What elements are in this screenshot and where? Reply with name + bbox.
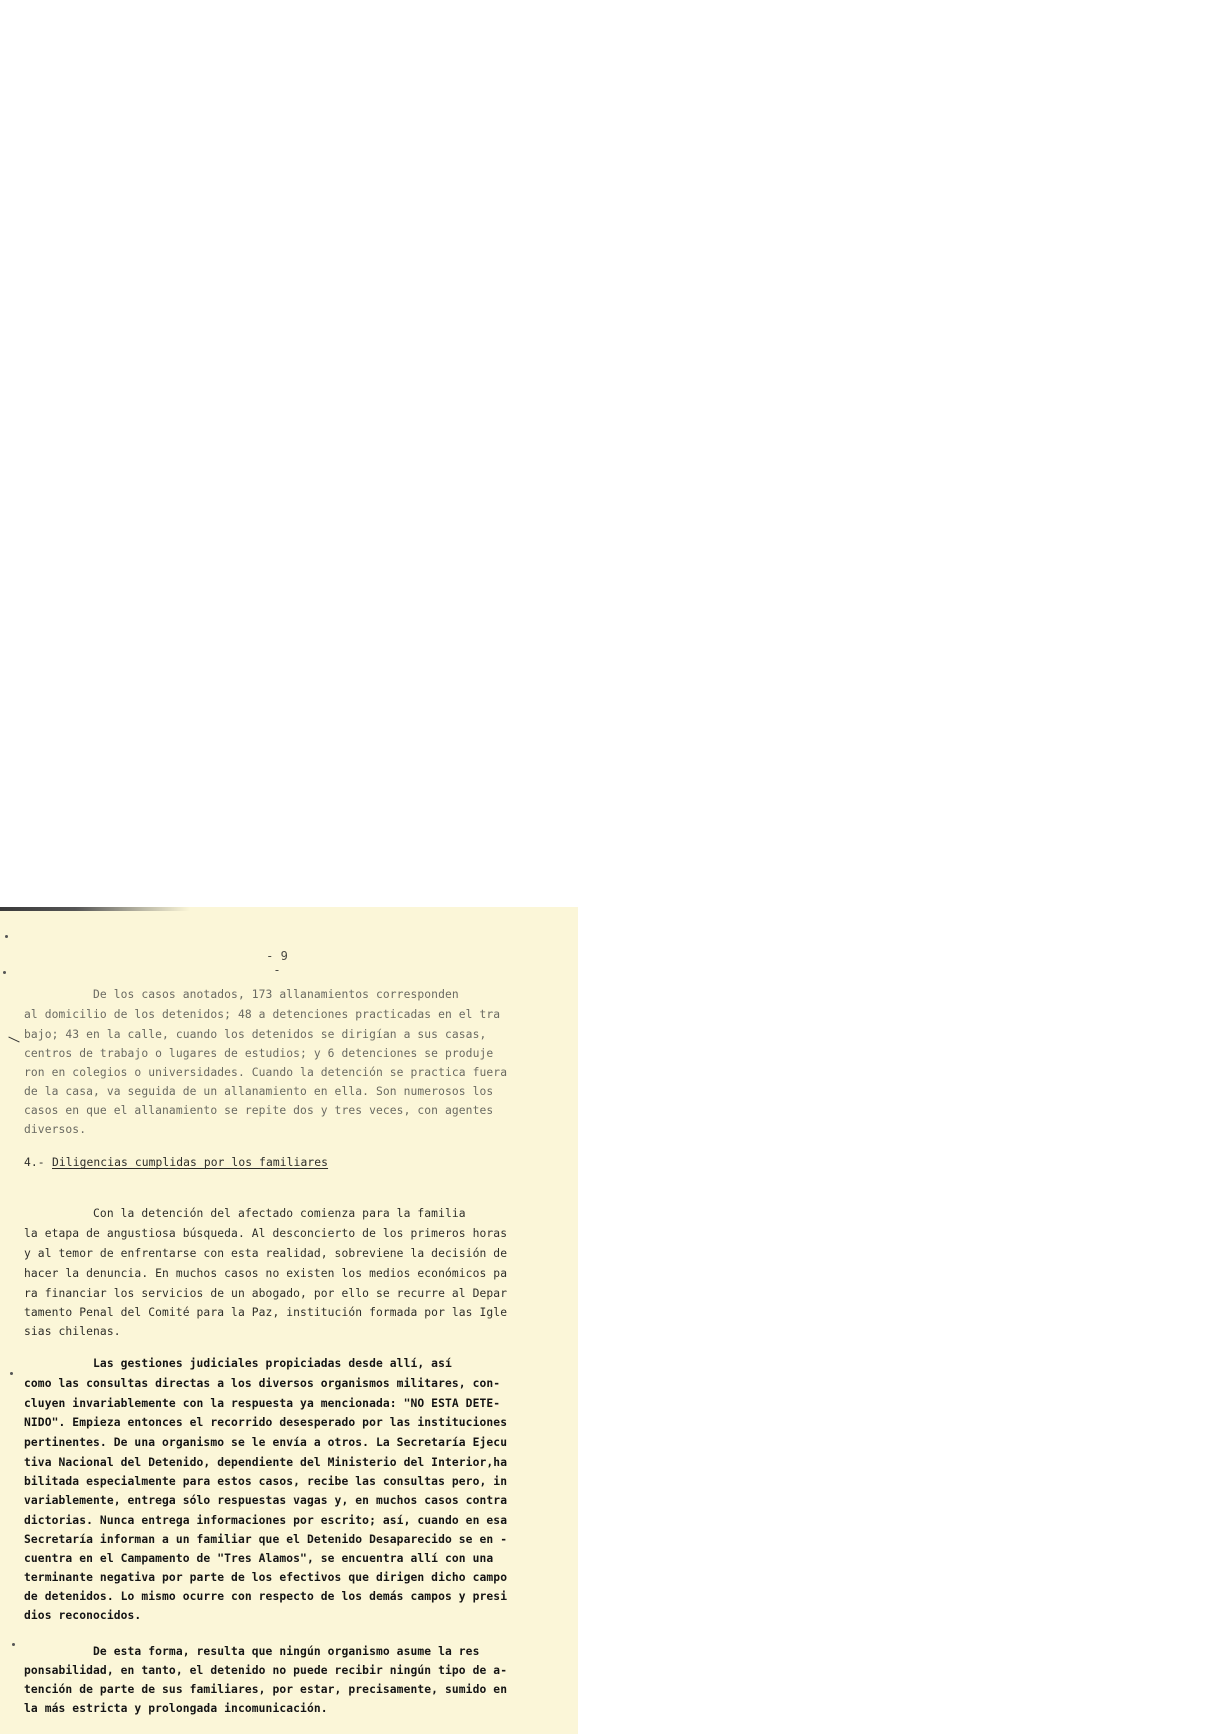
section-heading-number: 4.- <box>24 1156 45 1169</box>
paragraph-2-line: hacer la denuncia. En muchos casos no existen los medios económicos pa <box>24 1267 508 1280</box>
paragraph-3-line: dios reconocidos. <box>24 1609 142 1622</box>
paragraph-3-line: tiva Nacional del Detenido, dependiente del Ministerio del Interior,ha <box>24 1456 508 1469</box>
paragraph-3-line: cluyen invariablemente con la respuesta ya mencionada: "NO ESTA DETE- <box>24 1397 501 1410</box>
margin-speck <box>12 1643 15 1646</box>
margin-speck <box>5 935 8 938</box>
paragraph-1-line: de la casa, va seguida de un allanamiento en ella. Son numerosos los <box>24 1085 494 1098</box>
paragraph-2-line: la etapa de angustiosa búsqueda. Al desconcierto de los primeros horas <box>24 1227 508 1240</box>
paragraph-2-line: y al temor de enfrentarse con esta realidad, sobreviene la decisión de <box>24 1247 508 1260</box>
document-page <box>0 907 578 1734</box>
paragraph-3-line: bilitada especialmente para estos casos, recibe las consultas pero, in <box>24 1475 508 1488</box>
paragraph-2-line: tamento Penal del Comité para la Paz, institución formada por las Igle <box>24 1306 508 1319</box>
paragraph-3-line: cuentra en el Campamento de "Tres Alamos", se encuentra allí con una <box>24 1552 494 1565</box>
margin-speck <box>10 1372 13 1375</box>
paragraph-1-line: ron en colegios o universidades. Cuando la detención se practica fuera <box>24 1066 508 1079</box>
paragraph-2-line: Con la detención del afectado comienza para la familia <box>24 1207 466 1220</box>
paragraph-3-line: Secretaría informan a un familiar que el Detenido Desaparecido se en - <box>24 1533 508 1546</box>
margin-pen-mark <box>8 1037 19 1043</box>
paragraph-2-line: sias chilenas. <box>24 1325 121 1338</box>
paragraph-1-line: al domicilio de los detenidos; 48 a detenciones practicadas en el tra <box>24 1008 501 1021</box>
paragraph-3-line: terminante negativa por parte de los efectivos que dirigen dicho campo <box>24 1571 508 1584</box>
paragraph-4-line: De esta forma, resulta que ningún organismo asume la res <box>24 1645 480 1658</box>
paragraph-3-line: Las gestiones judiciales propiciadas desde allí, así <box>24 1357 452 1370</box>
paragraph-3-line: pertinentes. De una organismo se le envía a otros. La Secretaría Ejecu <box>24 1436 508 1449</box>
paragraph-1-line: centros de trabajo o lugares de estudios; y 6 detenciones se produje <box>24 1047 494 1060</box>
paragraph-3-line: dictorias. Nunca entrega informaciones por escrito; así, cuando en esa <box>24 1514 508 1527</box>
paragraph-4-line: ponsabilidad, en tanto, el detenido no puede recibir ningún tipo de a- <box>24 1664 508 1677</box>
paragraph-3-line: NIDO". Empieza entonces el recorrido desesperado por las instituciones <box>24 1416 508 1429</box>
page-top-edge <box>0 907 190 911</box>
paragraph-3-line: de detenidos. Lo mismo ocurre con respecto de los demás campos y presi <box>24 1590 508 1603</box>
margin-speck <box>3 971 6 974</box>
section-heading: Diligencias cumplidas por los familiares <box>52 1156 329 1169</box>
paragraph-1-line: casos en que el allanamiento se repite dos y tres veces, con agentes <box>24 1104 494 1117</box>
paragraph-3-line: como las consultas directas a los diversos organismos militares, con- <box>24 1377 501 1390</box>
paragraph-2-line: ra financiar los servicios de un abogado, por ello se recurre al Depar <box>24 1287 508 1300</box>
page-number: - 9 - <box>266 949 288 977</box>
paragraph-1-line: diversos. <box>24 1123 87 1136</box>
paragraph-4-line: la más estricta y prolongada incomunicación. <box>24 1702 328 1715</box>
paragraph-4-line: tención de parte de sus familiares, por estar, precisamente, sumido en <box>24 1683 508 1696</box>
paragraph-1-line: bajo; 43 en la calle, cuando los detenidos se dirigían a sus casas, <box>24 1028 487 1041</box>
paragraph-1-line: De los casos anotados, 173 allanamientos corresponden <box>24 988 459 1001</box>
paragraph-3-line: variablemente, entrega sólo respuestas vagas y, en muchos casos contra <box>24 1494 508 1507</box>
